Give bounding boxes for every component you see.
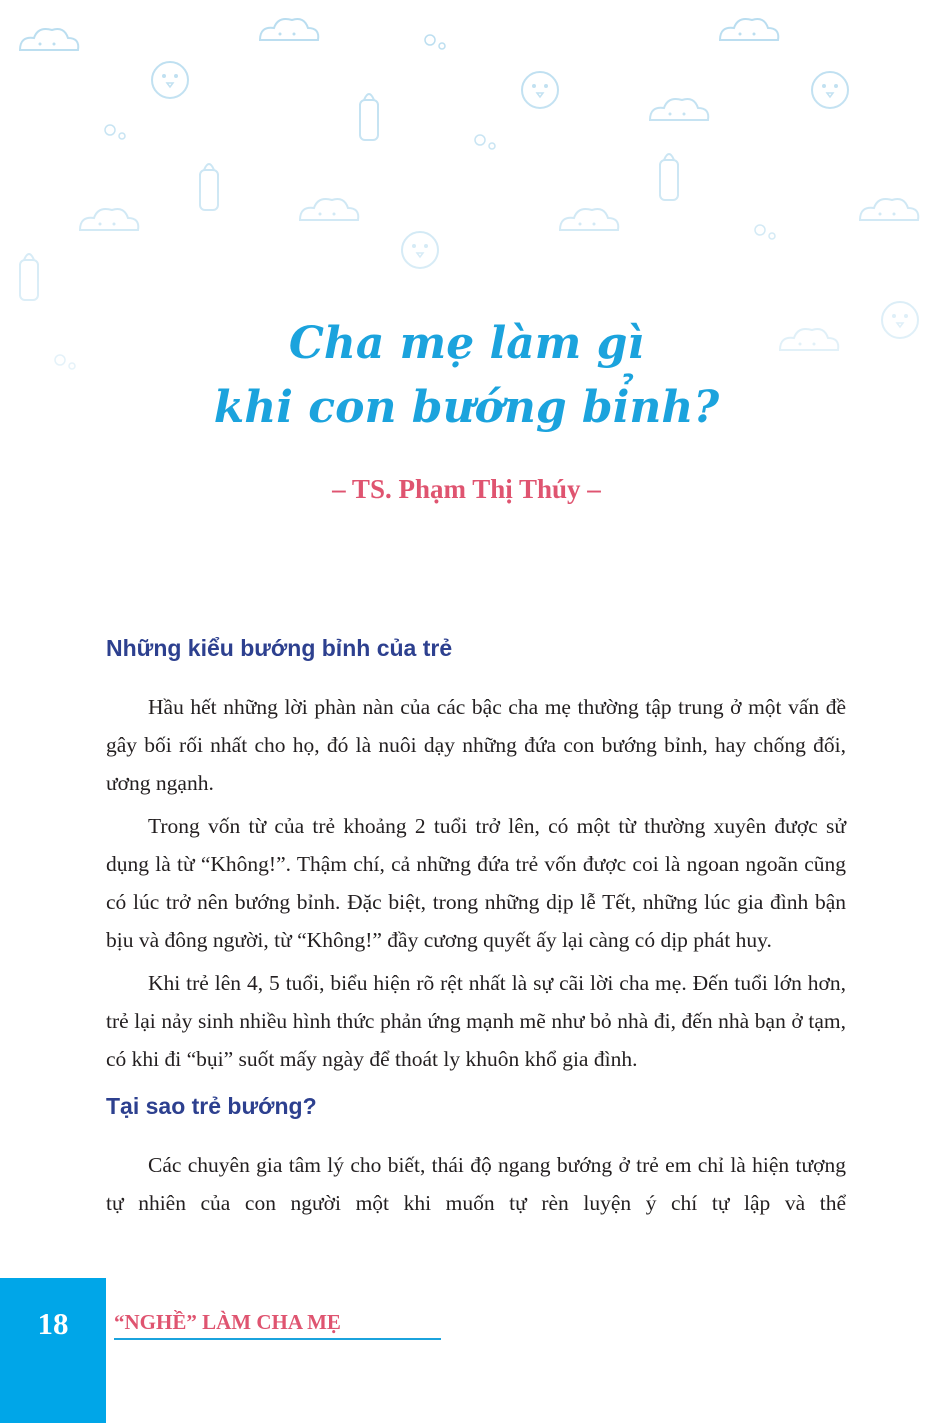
- article-title: [0, 312, 933, 440]
- page-number: 18: [37, 1306, 69, 1341]
- section-heading: Những kiểu bướng bỉnh của trẻ: [106, 635, 453, 661]
- running-title: “NGHỀ” LÀM CHA MẸ: [114, 1310, 341, 1334]
- paragraph: Các chuyên gia tâm lý cho biết, thái độ ngang bướng ở trẻ em chỉ là hiện tượng tự nhiên của con người một khi muốn tự rèn luyện ý chí tự lập và thể: [106, 1153, 846, 1215]
- title-line-2: khi con bướng bỉnh?: [213, 382, 720, 433]
- paragraph: Hầu hết những lời phàn nàn của các bậc cha mẹ thường tập trung ở một vấn đề gây bối rối nhất cho họ, đó là nuôi dạy những đứa con bướng bỉnh, hay chống đối, ương ngạnh.: [106, 695, 846, 795]
- paragraph: Khi trẻ lên 4, 5 tuổi, biểu hiện rõ rệt nhất là sự cãi lời cha mẹ. Đến tuổi lớn hơn, trẻ lại nảy sinh nhiều hình thức phản ứng mạnh mẽ như bỏ nhà đi, đến nhà bạn ở tạm, có khi đi “bụi” suốt mấy ngày để thoát ly khuôn khổ gia đình.: [106, 971, 846, 1071]
- paragraph: Trong vốn từ của trẻ khoảng 2 tuổi trở lên, có một từ thường xuyên được sử dụng là từ “Không!”. Thậm chí, cả những đứa trẻ vốn được coi là ngoan ngoãn cũng có lúc trở nên bướng bỉnh. Đặc biệt, trong những dịp lễ Tết, những lúc gia đình bận bịu và đông người, từ “Không!” đầy cương quyết ấy lại càng có dịp phát huy.: [106, 814, 846, 952]
- page-number-box: [0, 1278, 106, 1423]
- article-body: [106, 628, 846, 1227]
- title-line-1: Cha mẹ làm gì: [288, 318, 645, 369]
- footer-rule: [114, 1338, 441, 1340]
- author-byline: – TS. Phạm Thị Thúy –: [332, 474, 601, 504]
- section-heading: Tại sao trẻ bướng?: [106, 1093, 317, 1119]
